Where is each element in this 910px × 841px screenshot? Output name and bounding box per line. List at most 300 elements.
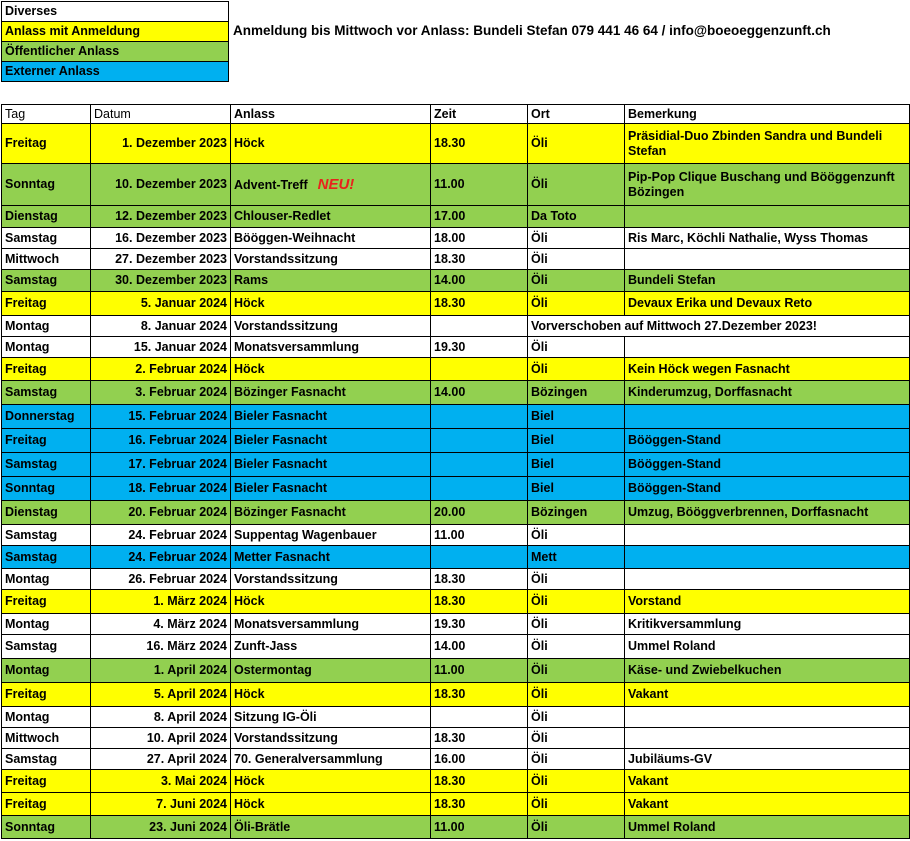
cell-bemerkung bbox=[625, 546, 910, 569]
tag-text: Sonntag bbox=[5, 819, 55, 834]
cell-datum bbox=[91, 793, 231, 816]
tag-text: Samstag bbox=[5, 751, 58, 766]
cell-datum bbox=[91, 405, 231, 429]
ort-text: Öli bbox=[531, 230, 548, 245]
ort-text: Biel bbox=[531, 481, 554, 495]
cell-datum bbox=[91, 569, 231, 590]
ort-text: Öli bbox=[531, 819, 548, 834]
datum-text: 24. Februar 2024 bbox=[128, 527, 227, 542]
tag-text: Freitag bbox=[5, 136, 47, 150]
datum-text: 1. März 2024 bbox=[153, 594, 227, 608]
cell-tag bbox=[2, 501, 91, 525]
cell-datum bbox=[91, 292, 231, 316]
datum-text: 8. Januar 2024 bbox=[140, 318, 227, 333]
bemerkung-text: Vakant bbox=[628, 773, 669, 788]
anlass-text: Bözinger Fasnacht bbox=[234, 385, 346, 399]
anlass-text: Rams bbox=[234, 273, 269, 287]
tag-text: Sonntag bbox=[5, 481, 55, 495]
zeit-text: 20.00 bbox=[434, 505, 466, 519]
ort-text: Öli bbox=[531, 796, 548, 811]
legend-label: Öffentlicher Anlass bbox=[2, 42, 229, 62]
cell-bemerkung bbox=[625, 337, 910, 358]
zeit-text: 11.00 bbox=[434, 527, 465, 542]
cell-bemerkung bbox=[625, 728, 910, 749]
cell-ort bbox=[528, 249, 625, 270]
cell-ort bbox=[528, 381, 625, 405]
cell-ort bbox=[528, 228, 625, 249]
cell-datum bbox=[91, 659, 231, 683]
ort-text: Biel bbox=[531, 433, 554, 447]
cell-zeit bbox=[431, 358, 528, 381]
cell-bemerkung bbox=[625, 569, 910, 590]
datum-text: 3. Februar 2024 bbox=[135, 385, 227, 399]
tag-text: Montag bbox=[5, 616, 50, 631]
zeit-text: 14.00 bbox=[434, 639, 466, 653]
cell-tag bbox=[2, 770, 91, 793]
cell-anlass bbox=[231, 164, 431, 206]
datum-text: 15. Januar 2024 bbox=[133, 339, 227, 354]
cell-datum bbox=[91, 124, 231, 164]
table-row bbox=[2, 249, 910, 270]
cell-bemerkung bbox=[625, 206, 910, 228]
cell-datum bbox=[91, 381, 231, 405]
ort-text: Da Toto bbox=[531, 209, 577, 223]
datum-text: 16. März 2024 bbox=[146, 639, 227, 653]
cell-tag bbox=[2, 405, 91, 429]
table-row bbox=[2, 590, 910, 614]
tag-text: Freitag bbox=[5, 796, 47, 811]
tag-text: Donnerstag bbox=[5, 409, 75, 423]
cell-zeit bbox=[431, 728, 528, 749]
cell-zeit bbox=[431, 749, 528, 770]
cell-tag bbox=[2, 816, 91, 839]
cell-anlass bbox=[231, 569, 431, 590]
cell-datum bbox=[91, 816, 231, 839]
cell-zeit bbox=[431, 569, 528, 590]
cell-datum bbox=[91, 501, 231, 525]
cell-bemerkung bbox=[625, 270, 910, 292]
bemerkung-text: Ummel Roland bbox=[628, 639, 716, 653]
tag-text: Montag bbox=[5, 571, 50, 586]
tag-text: Dienstag bbox=[5, 505, 58, 519]
datum-text: 27. Dezember 2023 bbox=[115, 251, 227, 266]
cell-tag bbox=[2, 429, 91, 453]
cell-ort bbox=[528, 124, 625, 164]
cell-tag bbox=[2, 659, 91, 683]
table-row bbox=[2, 569, 910, 590]
ort-text: Öli bbox=[531, 687, 548, 701]
cell-datum bbox=[91, 749, 231, 770]
cell-tag bbox=[2, 635, 91, 659]
cell-anlass bbox=[231, 429, 431, 453]
cell-datum bbox=[91, 429, 231, 453]
table-row bbox=[2, 501, 910, 525]
datum-text: 3. Mai 2024 bbox=[160, 773, 227, 788]
cell-datum bbox=[91, 164, 231, 206]
tag-text: Montag bbox=[5, 318, 50, 333]
table-row bbox=[2, 124, 910, 164]
cell-datum bbox=[91, 546, 231, 569]
tag-text: Dienstag bbox=[5, 209, 58, 223]
tag-text: Samstag bbox=[5, 527, 58, 542]
zeit-text: 14.00 bbox=[434, 273, 466, 287]
cell-bemerkung bbox=[625, 816, 910, 839]
cell-tag bbox=[2, 749, 91, 770]
table-row bbox=[2, 659, 910, 683]
cell-tag bbox=[2, 590, 91, 614]
tag-text: Mittwoch bbox=[5, 730, 60, 745]
ort-text: Öli bbox=[531, 639, 548, 653]
table-row bbox=[2, 728, 910, 749]
cell-ort bbox=[528, 453, 625, 477]
cell-ort bbox=[528, 683, 625, 707]
cell-bemerkung bbox=[625, 405, 910, 429]
anlass-text: Bözinger Fasnacht bbox=[234, 505, 346, 519]
cell-anlass bbox=[231, 525, 431, 546]
datum-text: 2. Februar 2024 bbox=[135, 361, 227, 376]
cell-anlass bbox=[231, 477, 431, 501]
bemerkung-text: Ummel Roland bbox=[628, 819, 716, 834]
cell-zeit bbox=[431, 292, 528, 316]
datum-text: 23. Juni 2024 bbox=[149, 819, 227, 834]
anlass-text: Bieler Fasnacht bbox=[234, 457, 328, 471]
tag-text: Mittwoch bbox=[5, 251, 60, 266]
anlass-text: Öli-Brätle bbox=[234, 819, 291, 834]
cell-zeit bbox=[431, 316, 528, 337]
cell-zeit bbox=[431, 337, 528, 358]
datum-text: 17. Februar 2024 bbox=[128, 457, 227, 471]
cell-zeit bbox=[431, 546, 528, 569]
cell-ort bbox=[528, 590, 625, 614]
cell-ort bbox=[528, 477, 625, 501]
cell-anlass bbox=[231, 358, 431, 381]
cell-ort bbox=[528, 614, 625, 635]
anlass-text: Bööggen-Weihnacht bbox=[234, 230, 356, 245]
ort-text: Öli bbox=[531, 339, 548, 354]
bemerkung-text: Pip-Pop Clique Buschang und Bööggenzunft Bözingen bbox=[628, 169, 895, 199]
cell-datum bbox=[91, 614, 231, 635]
ort-text: Öli bbox=[531, 709, 548, 724]
cell-bemerkung bbox=[625, 707, 910, 728]
cell-tag bbox=[2, 728, 91, 749]
cell-tag bbox=[2, 793, 91, 816]
cell-zeit bbox=[431, 381, 528, 405]
cell-anlass bbox=[231, 316, 431, 337]
anlass-text: Ostermontag bbox=[234, 663, 312, 677]
bemerkung-text: Ris Marc, Köchli Nathalie, Wyss Thomas bbox=[628, 230, 869, 245]
table-row bbox=[2, 316, 910, 337]
cell-anlass bbox=[231, 816, 431, 839]
ort-text: Biel bbox=[531, 457, 554, 471]
table-row bbox=[2, 453, 910, 477]
cell-datum bbox=[91, 477, 231, 501]
anlass-text: Höck bbox=[234, 687, 265, 701]
cell-tag bbox=[2, 546, 91, 569]
zeit-text: 18.30 bbox=[434, 251, 466, 266]
datum-text: 5. April 2024 bbox=[153, 687, 227, 701]
zeit-text: 19.30 bbox=[434, 339, 466, 354]
bemerkung-text: Kein Höck wegen Fasnacht bbox=[628, 361, 790, 376]
cell-bemerkung bbox=[625, 635, 910, 659]
cell-datum bbox=[91, 635, 231, 659]
anlass-text: Höck bbox=[234, 594, 265, 608]
table-row bbox=[2, 707, 910, 728]
bemerkung-text: Vorstand bbox=[628, 594, 682, 608]
cell-tag bbox=[2, 525, 91, 546]
cell-zeit bbox=[431, 770, 528, 793]
legend-row bbox=[2, 2, 229, 22]
cell-tag bbox=[2, 569, 91, 590]
cell-ort bbox=[528, 546, 625, 569]
bemerkung-text: Bundeli Stefan bbox=[628, 273, 716, 287]
datum-text: 24. Februar 2024 bbox=[128, 549, 227, 564]
legend-row bbox=[2, 22, 229, 42]
cell-datum bbox=[91, 590, 231, 614]
cell-anlass bbox=[231, 614, 431, 635]
ort-text: Öli bbox=[531, 273, 548, 287]
table-row bbox=[2, 405, 910, 429]
cell-bemerkung bbox=[625, 124, 910, 164]
cell-zeit bbox=[431, 124, 528, 164]
cell-bemerkung bbox=[625, 659, 910, 683]
cell-zeit bbox=[431, 270, 528, 292]
tag-text: Montag bbox=[5, 663, 50, 677]
bemerkung-text: Bööggen-Stand bbox=[628, 433, 722, 447]
anlass-text: Suppentag Wagenbauer bbox=[234, 527, 377, 542]
cell-ort bbox=[528, 164, 625, 206]
tag-text: Freitag bbox=[5, 594, 47, 608]
cell-zeit bbox=[431, 453, 528, 477]
cell-bemerkung bbox=[625, 590, 910, 614]
cell-datum bbox=[91, 337, 231, 358]
ort-text: Bözingen bbox=[531, 505, 588, 519]
cell-ort bbox=[528, 525, 625, 546]
cell-tag bbox=[2, 707, 91, 728]
cell-datum bbox=[91, 228, 231, 249]
zeit-text: 18.30 bbox=[434, 571, 466, 586]
cell-tag bbox=[2, 249, 91, 270]
datum-text: 4. März 2024 bbox=[153, 616, 227, 631]
cell-datum bbox=[91, 728, 231, 749]
tag-text: Freitag bbox=[5, 296, 47, 310]
tag-text: Samstag bbox=[5, 385, 58, 399]
cell-tag bbox=[2, 381, 91, 405]
cell-zeit bbox=[431, 793, 528, 816]
cell-zeit bbox=[431, 228, 528, 249]
tag-text: Sonntag bbox=[5, 177, 55, 191]
cell-anlass bbox=[231, 337, 431, 358]
cell-ort bbox=[528, 816, 625, 839]
datum-text: 12. Dezember 2023 bbox=[115, 209, 227, 223]
table-row bbox=[2, 793, 910, 816]
cell-datum bbox=[91, 358, 231, 381]
bemerkung-text: Bööggen-Stand bbox=[628, 481, 722, 495]
cell-bemerkung bbox=[625, 477, 910, 501]
cell-zeit bbox=[431, 659, 528, 683]
datum-text: 10. Dezember 2023 bbox=[115, 177, 227, 191]
cell-zeit bbox=[431, 405, 528, 429]
cell-tag bbox=[2, 292, 91, 316]
legend-label: Anlass mit Anmeldung bbox=[2, 22, 229, 42]
table-row bbox=[2, 270, 910, 292]
cell-anlass bbox=[231, 659, 431, 683]
cell-anlass bbox=[231, 770, 431, 793]
header-bemerkung: Bemerkung bbox=[625, 105, 910, 124]
cell-bemerkung bbox=[625, 770, 910, 793]
table-row bbox=[2, 429, 910, 453]
cell-anlass bbox=[231, 381, 431, 405]
datum-text: 1. Dezember 2023 bbox=[122, 136, 227, 150]
anlass-text: Zunft-Jass bbox=[234, 639, 298, 653]
table-row bbox=[2, 614, 910, 635]
zeit-text: 18.30 bbox=[434, 136, 466, 150]
cell-anlass bbox=[231, 249, 431, 270]
cell-anlass bbox=[231, 793, 431, 816]
anlass-text: Vorstandssitzung bbox=[234, 730, 338, 745]
tag-text: Samstag bbox=[5, 230, 58, 245]
table-row bbox=[2, 228, 910, 249]
cell-tag bbox=[2, 614, 91, 635]
zeit-text: 16.00 bbox=[434, 751, 466, 766]
table-row bbox=[2, 292, 910, 316]
anlass-text: Höck bbox=[234, 796, 265, 811]
datum-text: 16. Februar 2024 bbox=[128, 433, 227, 447]
zeit-text: 18.30 bbox=[434, 773, 466, 788]
legend-label: Externer Anlass bbox=[2, 62, 229, 82]
cell-tag bbox=[2, 683, 91, 707]
cell-anlass bbox=[231, 453, 431, 477]
cell-tag bbox=[2, 206, 91, 228]
cell-anlass bbox=[231, 270, 431, 292]
ort-text: Bözingen bbox=[531, 385, 588, 399]
cell-anlass bbox=[231, 206, 431, 228]
registration-contact: Anmeldung bis Mittwoch vor Anlass: Bundeli Stefan 079 441 46 64 / info@boeoeggenzunft.ch bbox=[233, 23, 831, 38]
ort-text: Öli bbox=[531, 594, 548, 608]
anlass-text: Bieler Fasnacht bbox=[234, 409, 328, 423]
cell-zeit bbox=[431, 590, 528, 614]
bemerkung-text: Kinderumzug, Dorffasnacht bbox=[628, 385, 792, 399]
cell-bemerkung bbox=[625, 683, 910, 707]
legend-row bbox=[2, 42, 229, 62]
ort-text: Öli bbox=[531, 251, 548, 266]
cell-datum bbox=[91, 707, 231, 728]
anlass-text: 70. Generalversammlung bbox=[234, 751, 383, 766]
anlass-text: Höck bbox=[234, 296, 265, 310]
cell-ort bbox=[528, 292, 625, 316]
zeit-text: 14.00 bbox=[434, 385, 466, 399]
cell-zeit bbox=[431, 164, 528, 206]
table-row bbox=[2, 164, 910, 206]
bemerkung-text: Präsidial-Duo Zbinden Sandra und Bundeli Stefan bbox=[628, 128, 883, 158]
legend-row bbox=[2, 62, 229, 82]
ort-text: Öli bbox=[531, 571, 548, 586]
cell-ort bbox=[528, 707, 625, 728]
header-ort: Ort bbox=[528, 105, 625, 124]
cell-bemerkung bbox=[625, 292, 910, 316]
ort-text: Öli bbox=[531, 361, 548, 376]
zeit-text: 18.30 bbox=[434, 730, 466, 745]
table-row bbox=[2, 206, 910, 228]
cell-bemerkung bbox=[625, 525, 910, 546]
zeit-text: 19.30 bbox=[434, 616, 466, 631]
zeit-text: 18.30 bbox=[434, 594, 466, 608]
cell-ort bbox=[528, 270, 625, 292]
datum-text: 27. April 2024 bbox=[146, 751, 227, 766]
datum-text: 18. Februar 2024 bbox=[128, 481, 227, 495]
tag-text: Montag bbox=[5, 709, 50, 724]
cell-anlass bbox=[231, 728, 431, 749]
cell-anlass bbox=[231, 124, 431, 164]
anlass-text: Monatsversammlung bbox=[234, 339, 360, 354]
cell-tag bbox=[2, 337, 91, 358]
cell-bemerkung bbox=[625, 429, 910, 453]
zeit-text: 18.30 bbox=[434, 796, 466, 811]
ort-text: Öli bbox=[531, 527, 548, 542]
cell-zeit bbox=[431, 206, 528, 228]
cell-ort bbox=[528, 569, 625, 590]
zeit-text: 11.00 bbox=[434, 819, 465, 834]
legend-label: Diverses bbox=[2, 2, 229, 22]
cell-tag bbox=[2, 453, 91, 477]
table-header-row bbox=[2, 105, 910, 124]
cell-zeit bbox=[431, 525, 528, 546]
ort-text: Öli bbox=[531, 663, 548, 677]
ort-text: Mett bbox=[531, 549, 557, 564]
datum-text: 5. Januar 2024 bbox=[140, 296, 227, 310]
cell-zeit bbox=[431, 707, 528, 728]
cell-ort bbox=[528, 358, 625, 381]
cell-anlass bbox=[231, 590, 431, 614]
table-row bbox=[2, 477, 910, 501]
cell-tag bbox=[2, 228, 91, 249]
cell-bemerkung bbox=[625, 228, 910, 249]
cell-bemerkung bbox=[625, 381, 910, 405]
cell-ort bbox=[528, 405, 625, 429]
datum-text: 10. April 2024 bbox=[146, 730, 227, 745]
bemerkung-text: Käse- und Zwiebelkuchen bbox=[628, 663, 782, 677]
tag-text: Samstag bbox=[5, 549, 58, 564]
anlass-text: Vorstandssitzung bbox=[234, 571, 338, 586]
cell-zeit bbox=[431, 429, 528, 453]
datum-text: 1. April 2024 bbox=[153, 663, 227, 677]
cell-ort bbox=[528, 770, 625, 793]
zeit-text: 11.00 bbox=[434, 177, 465, 191]
zeit-text: 17.00 bbox=[434, 209, 466, 223]
table-row bbox=[2, 546, 910, 569]
table-row bbox=[2, 358, 910, 381]
datum-text: 20. Februar 2024 bbox=[128, 505, 227, 519]
table-row bbox=[2, 381, 910, 405]
cell-datum bbox=[91, 316, 231, 337]
header-tag: Tag bbox=[2, 105, 91, 124]
cell-anlass bbox=[231, 228, 431, 249]
cell-ort bbox=[528, 429, 625, 453]
anlass-text: Vorstandssitzung bbox=[234, 251, 338, 266]
cell-zeit bbox=[431, 635, 528, 659]
cell-datum bbox=[91, 525, 231, 546]
cell-zeit bbox=[431, 249, 528, 270]
ort-text: Vorverschoben auf Mittwoch 27.Dezember 2023! bbox=[531, 318, 817, 333]
header-zeit: Zeit bbox=[431, 105, 528, 124]
cell-anlass bbox=[231, 405, 431, 429]
cell-bemerkung bbox=[625, 249, 910, 270]
bemerkung-text: Vakant bbox=[628, 687, 669, 701]
cell-tag bbox=[2, 270, 91, 292]
table-row bbox=[2, 770, 910, 793]
table-row bbox=[2, 683, 910, 707]
cell-ort bbox=[528, 659, 625, 683]
cell-ort bbox=[528, 728, 625, 749]
